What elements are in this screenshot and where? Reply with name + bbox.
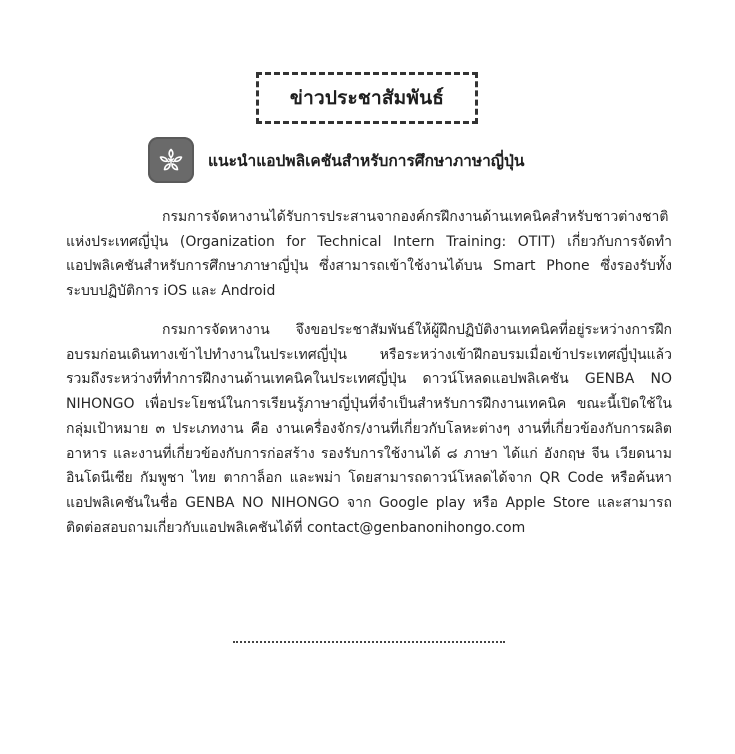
- sakura-flower-icon: [148, 137, 194, 183]
- body-paragraph-1: กรมการจัดหางานได้รับการประสานจากองค์กรฝึกงานด้านเทคนิคสำหรับชาวต่างชาติแห่งประเทศญี่ปุ่น (Organization for Technical Intern Training: OTIT) เกี่ยวกับการจัดทำแอปพลิเคชันสำหรับการศึกษาภาษาญี่ปุ่น ซึ่งสามารถเข้าใช้งานได้บน Smart Phone ซึ่งรองรับทั้งระบบปฏิบัติการ iOS และ Android: [66, 209, 672, 300]
- app-intro-title: แนะนำแอปพลิเคชันสำหรับการศึกษาภาษาญี่ปุ่น: [208, 151, 525, 170]
- app-intro-row: [148, 137, 524, 183]
- end-divider: [233, 641, 505, 643]
- announcement-header-box: [256, 72, 478, 124]
- body-paragraph-2: กรมการจัดหางาน จึงขอประชาสัมพันธ์ให้ผู้ฝึกปฏิบัติงานเทคนิคที่อยู่ระหว่างการฝึกอบรมก่อนเดินทางเข้าไปทำงานในประเทศญี่ปุ่น หรือระหว่างเข้าฝึกอบรมเมื่อเข้าประเทศญี่ปุ่นแล้ว รวมถึงระหว่างที่ทำการฝึกงานด้านเทคนิคในประเทศญี่ปุ่น ดาวน์โหลดแอปพลิเคชัน GENBA NO NIHONGO เพื่อประโยชน์ในการเรียนรู้ภาษาญี่ปุ่นที่จำเป็นสำหรับการฝึกงานเทคนิค ขณะนี้เปิดใช้ในกลุ่มเป้าหมาย ๓ ประเภทงาน คือ งานเครื่องจักร/งานที่เกี่ยวกับโลหะต่างๆ งานที่เกี่ยวข้องกับการผลิตอาหาร และงานที่เกี่ยวข้องกับการก่อสร้าง รองรับการใช้งานได้ ๘ ภาษา ได้แก่ อังกฤษ จีน เวียดนาม อินโดนีเซีย กัมพูชา ไทย ตากาล็อก และพม่า โดยสามารถดาวน์โหลดได้จาก QR Code หรือค้นหาแอปพลิเคชันในชื่อ GENBA NO NIHONGO จาก Google play หรือ Apple Store และสามารถติดต่อสอบถามเกี่ยวกับแอปพลิเคชันได้ที่ contact@genbanonihongo.com: [66, 322, 672, 536]
- announcement-title: ข่าวประชาสัมพันธ์: [289, 87, 445, 109]
